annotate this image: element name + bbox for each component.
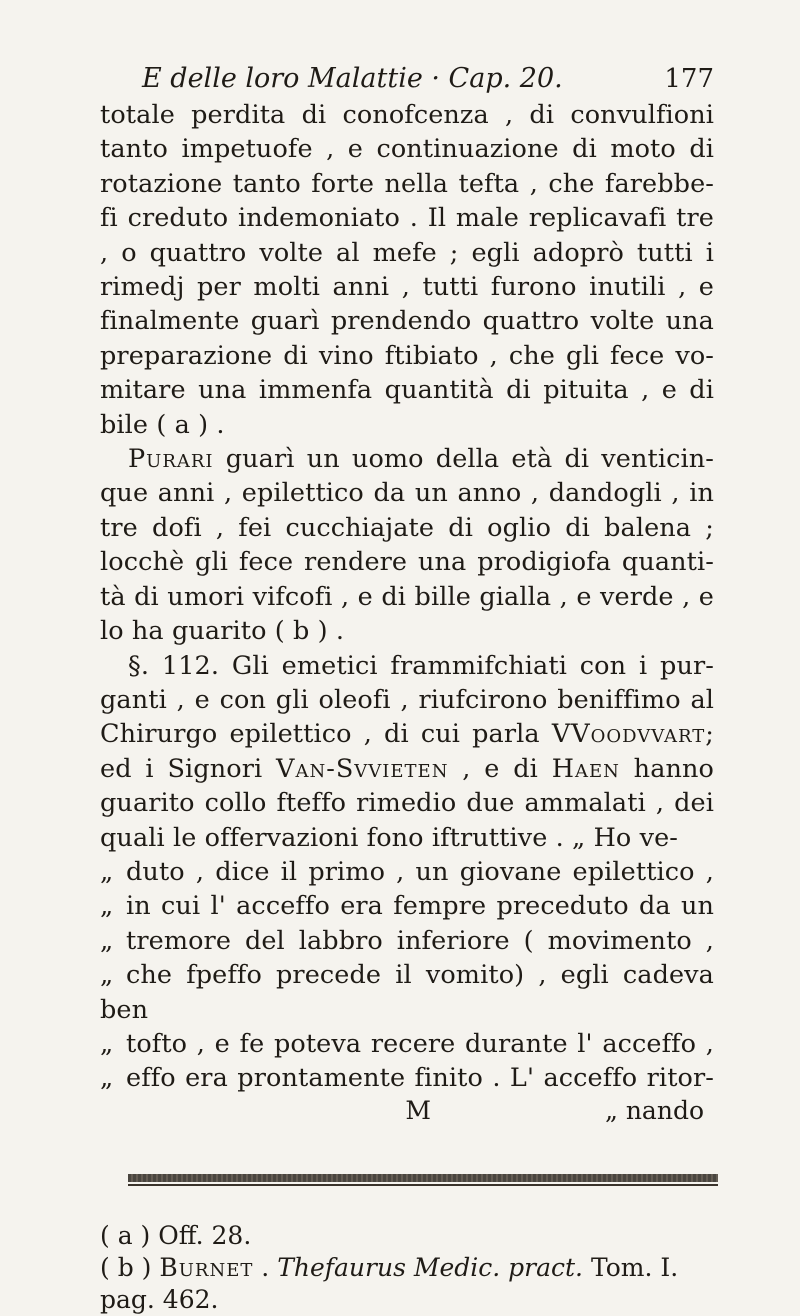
quote-mark: „ <box>100 1063 114 1094</box>
footnote-b-page: pag. 462. <box>100 1284 219 1314</box>
catchword: „ nando <box>604 1095 704 1125</box>
footnote-a: ( a ) Off. 28. <box>100 1220 252 1250</box>
paragraph-3-text-a: Gli emetici frammifchiati con i pur- ganti , e con gli oleofi , riufcirono beniffimo al Chirurgo epilettico , di cui parla <box>100 650 714 750</box>
author-name: Haen <box>551 753 620 784</box>
main-text <box>100 98 714 1128</box>
ornamental-rule <box>128 1174 718 1182</box>
paragraph-3-text-d: hanno guarito collo fteffo rimedio due ammalati , dei quali le offervazioni fono iftruttive . „ Ho ve- <box>100 753 714 853</box>
footnote-b: ( b ) Burnet . Thefaurus Medic. pract. Tom. I. <box>100 1252 679 1282</box>
author-name: Purari <box>128 444 214 475</box>
paragraph-1: totale perdita di conofcenza , di convulfioni tanto impetuofe , e continuazione di moto di rotazione tanto forte nella tefta , che farebbe- fi creduto indemoniato . Il male replicavafi tre , o quattro volte al mefe ; egli adoprò tutti i rimedj per molti anni , tutti furono inutili , e finalmente guarì prendendo quattro volte una preparazione di vino ftibiato , che gli fece vo- mitare una immenfa quantità di pituita , e di bile ( a ) . <box>100 100 714 440</box>
page-number: 177 <box>664 64 714 94</box>
footnotes <box>100 1220 714 1316</box>
quote-line: „ effo era prontamente finito . L' acceffo ritor- <box>100 1061 714 1095</box>
author-name: VVoodvvart <box>551 719 706 750</box>
signature-mark: M <box>405 1095 431 1125</box>
quote-mark: „ <box>100 856 114 887</box>
quote-line: „ tremore del labbro inferiore ( movimento , <box>100 924 714 958</box>
running-title: E delle loro Malattie · Cap. 20. <box>142 63 563 94</box>
quote-line: „ in cui l' acceffo era fempre preceduto da un <box>100 889 714 923</box>
quote-mark: „ <box>100 891 114 922</box>
quote-mark: „ <box>100 925 114 956</box>
paragraph-3-text-c: , e di <box>448 753 552 784</box>
page-footer-line <box>100 1094 714 1128</box>
section-number: §. 112. <box>128 650 220 681</box>
paragraph-2-text: guarì un uomo della età di venticin- que anni , epilettico da un anno , dandogli , in tre dofi , fei cucchiajate di oglio di balena ; locchè gli fece rendere una prodigiofa quanti- tà di umori vifcofi , e di bille gialla , e verde , e lo ha guarito ( b ) . <box>100 444 714 647</box>
divider-line <box>128 1184 718 1186</box>
running-header <box>100 62 714 96</box>
quote-mark: „ <box>100 960 114 991</box>
quote-line: „ che fpeffo precede il vomito) , egli cadeva ben <box>100 960 714 1025</box>
quote-mark: „ <box>100 1028 114 1059</box>
author-name: Van-Svvieten <box>276 753 449 784</box>
paragraph-3 <box>100 649 714 855</box>
work-title: Thefaurus Medic. pract. <box>277 1252 584 1282</box>
quotation <box>100 855 714 1096</box>
quote-line: „ tofto , e fe poteva recere durante l' acceffo , <box>100 1027 714 1061</box>
paragraph-2 <box>100 442 714 648</box>
paragraph-3-text-b: ; ed i Signori <box>100 719 714 784</box>
author-name: Burnet <box>159 1252 254 1282</box>
quote-line: „ duto , dice il primo , un giovane epilettico , <box>100 855 714 889</box>
